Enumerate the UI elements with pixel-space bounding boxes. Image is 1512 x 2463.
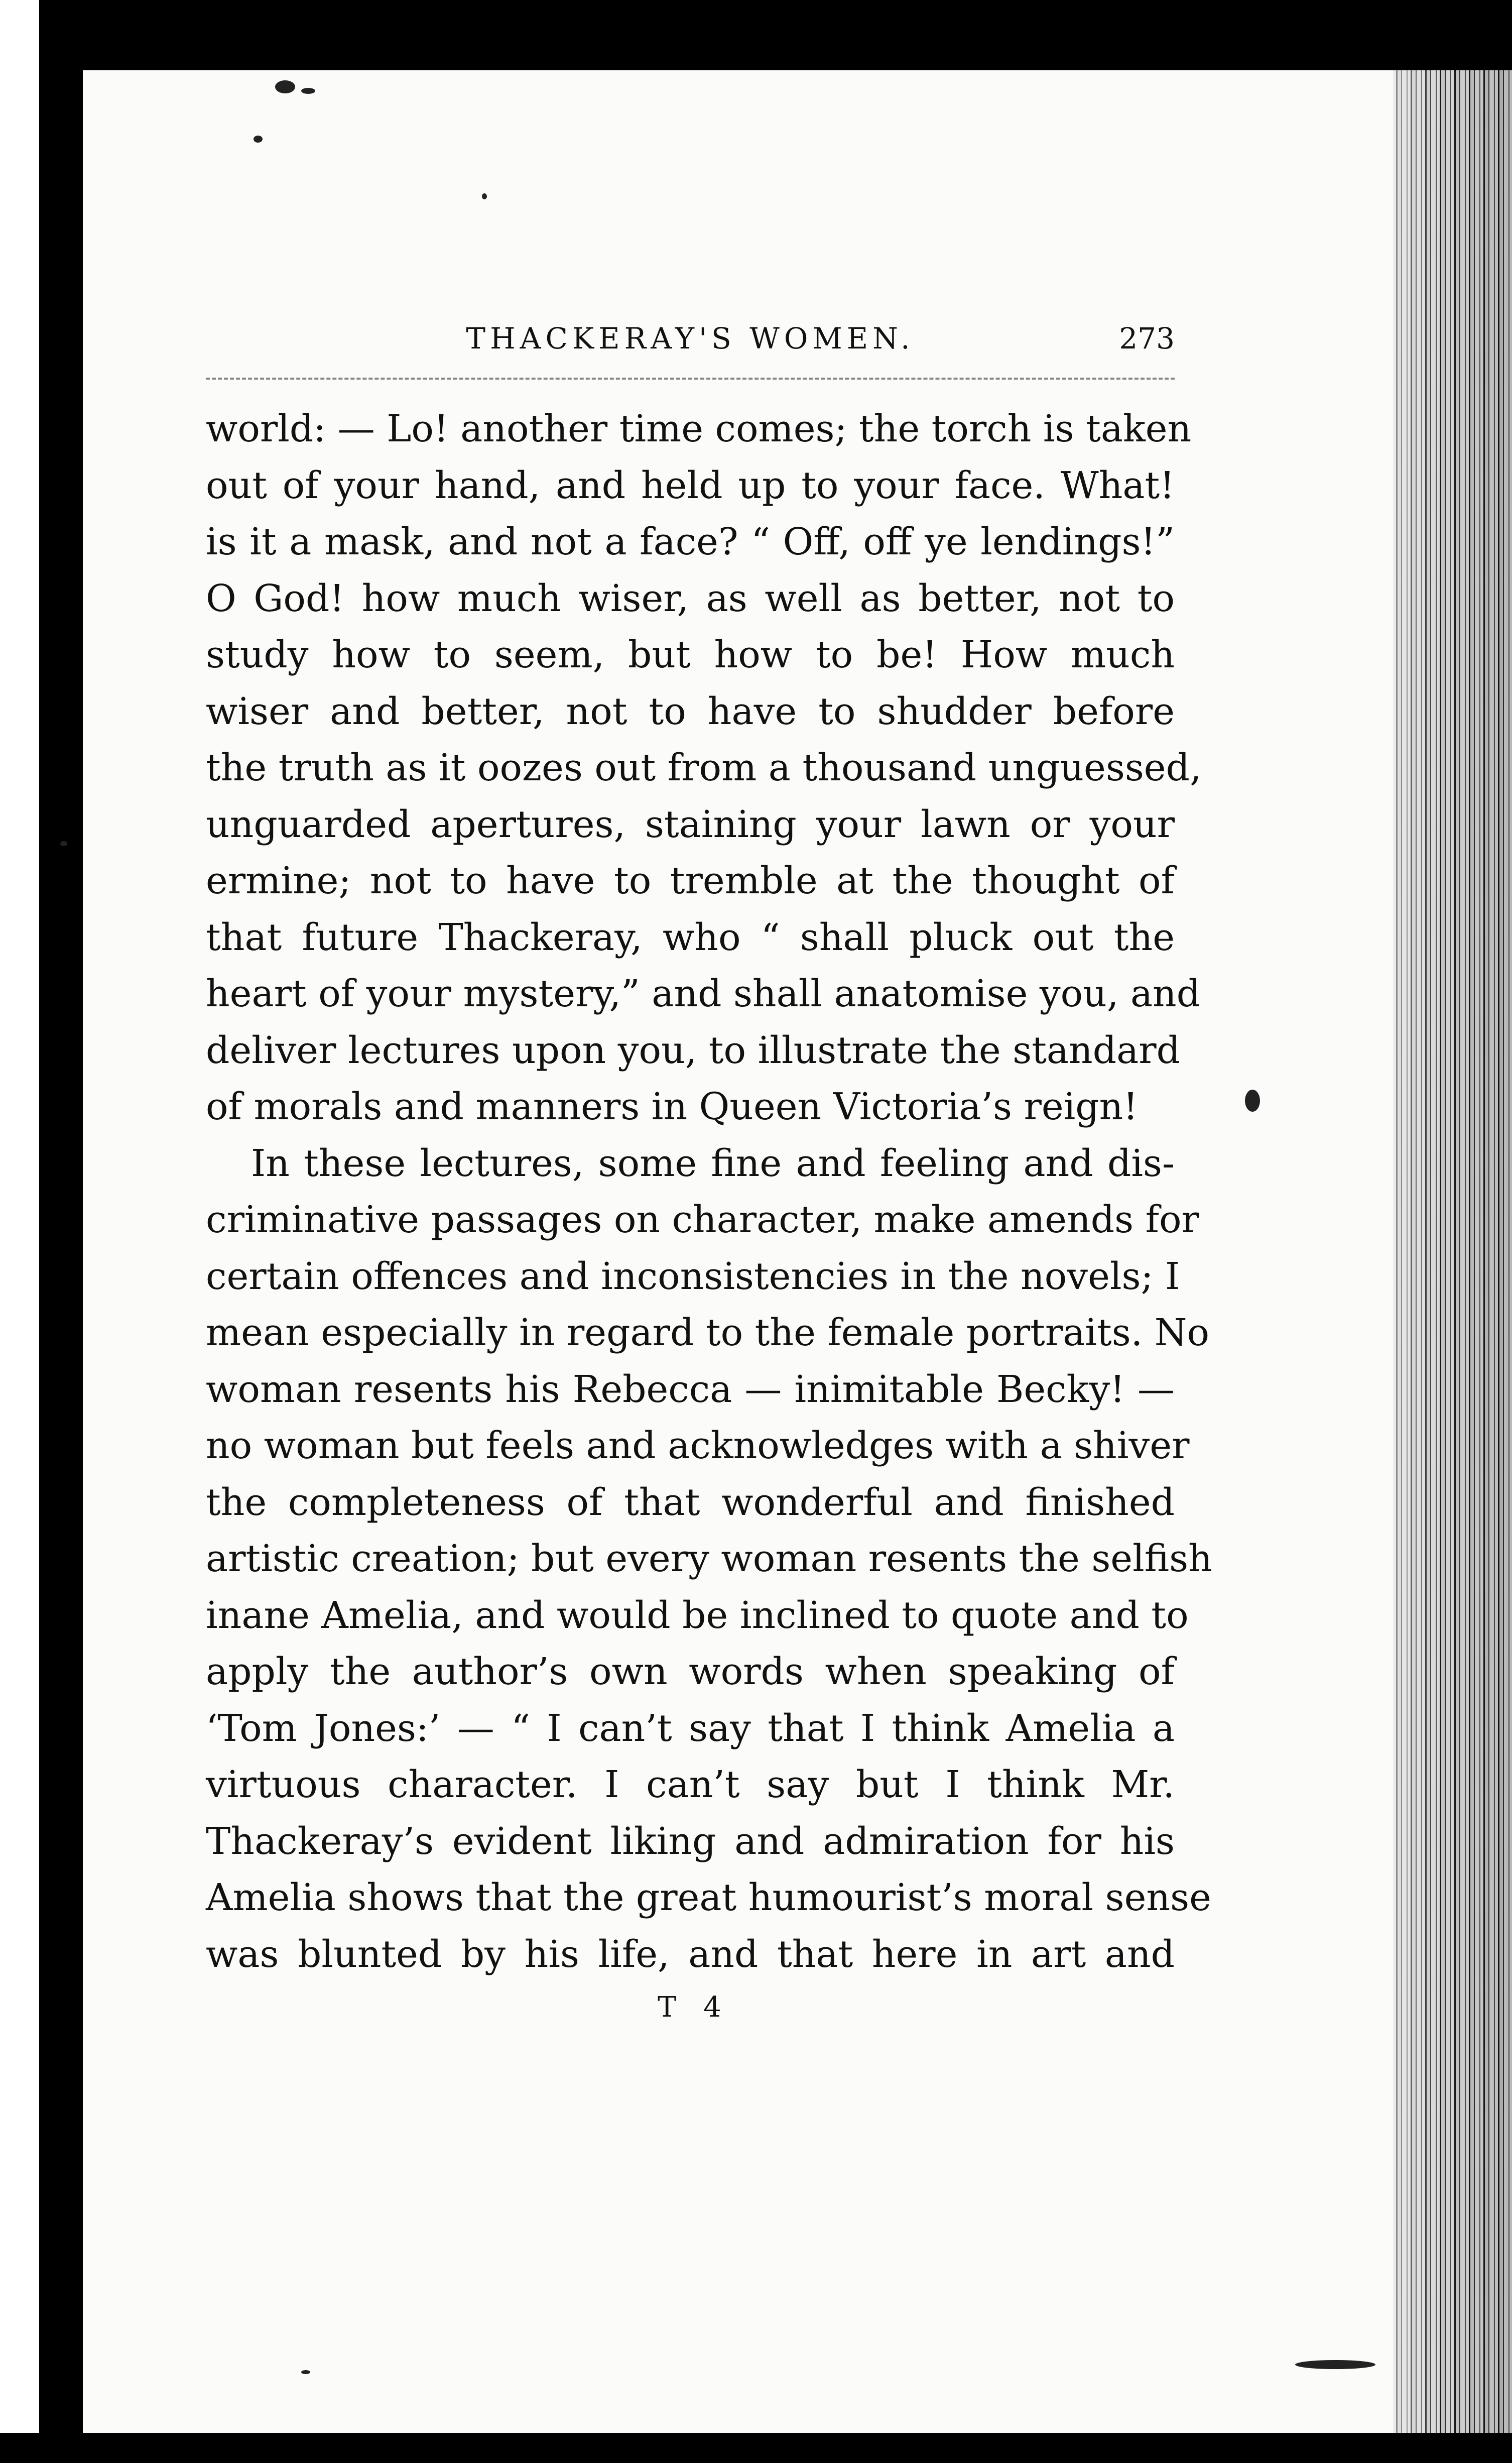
- running-title: THACKERAY'S WOMEN.: [466, 321, 915, 356]
- text-line: world: — Lo! another time comes; the torch is taken: [206, 407, 1192, 450]
- running-header: [206, 321, 1175, 367]
- text-line: virtuous character. I can’t say but I think Mr.: [206, 1763, 1175, 1806]
- text-line: was blunted by his life, and that here in art and: [206, 1932, 1175, 1976]
- text-line: criminative passages on character, make amends for: [206, 1198, 1199, 1241]
- scan-speck: [482, 193, 487, 199]
- scan-speck: [1245, 1090, 1260, 1112]
- header-rule: [206, 378, 1175, 380]
- text-line: no woman but feels and acknowledges with a shiver: [206, 1424, 1190, 1467]
- page-number: 273: [1119, 321, 1175, 356]
- text-line: is it a mask, and not a face? “ Off, off ye lendings!”: [206, 520, 1175, 563]
- text-line: unguarded apertures, staining your lawn or your: [206, 802, 1175, 846]
- text-line: woman resents his Rebecca — inimitable Becky! —: [206, 1367, 1175, 1411]
- text-line: heart of your mystery,” and shall anatomise you, and: [206, 972, 1201, 1015]
- text-line: ermine; not to have to tremble at the thought of: [206, 859, 1175, 902]
- scan-speck: [275, 80, 295, 93]
- text-line: the truth as it oozes out from a thousand unguessed,: [206, 746, 1202, 789]
- scan-speck: [301, 2370, 310, 2374]
- signature-mark: T 4: [658, 1991, 730, 2024]
- text-line: mean especially in regard to the female portraits. No: [206, 1311, 1210, 1354]
- paragraph-end-line: of morals and manners in Queen Victoria’s reign!: [206, 1085, 1139, 1128]
- text-line: certain offences and inconsistencies in the novels; I: [206, 1254, 1180, 1298]
- paragraph-start-line: In these lectures, some fine and feeling and dis-: [251, 1141, 1175, 1185]
- scan-speck: [1295, 2360, 1375, 2369]
- body-text: [206, 401, 1212, 1982]
- text-line: that future Thackeray, who “ shall pluck out the: [206, 915, 1175, 959]
- text-line: out of your hand, and held up to your face. What!: [206, 463, 1175, 507]
- previous-page-edge: [0, 0, 39, 2463]
- scan-bottom-border: [0, 2433, 1512, 2463]
- scan-speck: [301, 88, 315, 94]
- text-line: study how to seem, but how to be! How much: [206, 633, 1175, 676]
- text-line: O God! how much wiser, as well as better, not to: [206, 576, 1175, 620]
- text-line: ‘Tom Jones:’ — “ I can’t say that I think Amelia a: [206, 1706, 1175, 1750]
- text-line: Amelia shows that the great humourist’s moral sense: [206, 1876, 1211, 1919]
- text-line: the completeness of that wonderful and finished: [206, 1480, 1175, 1524]
- scan-speck: [254, 136, 263, 143]
- text-line: inane Amelia, and would be inclined to quote and to: [206, 1593, 1189, 1637]
- text-line: Thackeray’s evident liking and admiration for his: [206, 1819, 1175, 1863]
- text-line: apply the author’s own words when speaking of: [206, 1650, 1175, 1693]
- text-line: deliver lectures upon you, to illustrate the standard: [206, 1028, 1180, 1072]
- page-edge-shadow: [1393, 70, 1512, 2433]
- scan-speck: [60, 841, 67, 846]
- text-line: artistic creation; but every woman resents the selfish: [206, 1537, 1212, 1580]
- text-line: wiser and better, not to have to shudder before: [206, 689, 1175, 733]
